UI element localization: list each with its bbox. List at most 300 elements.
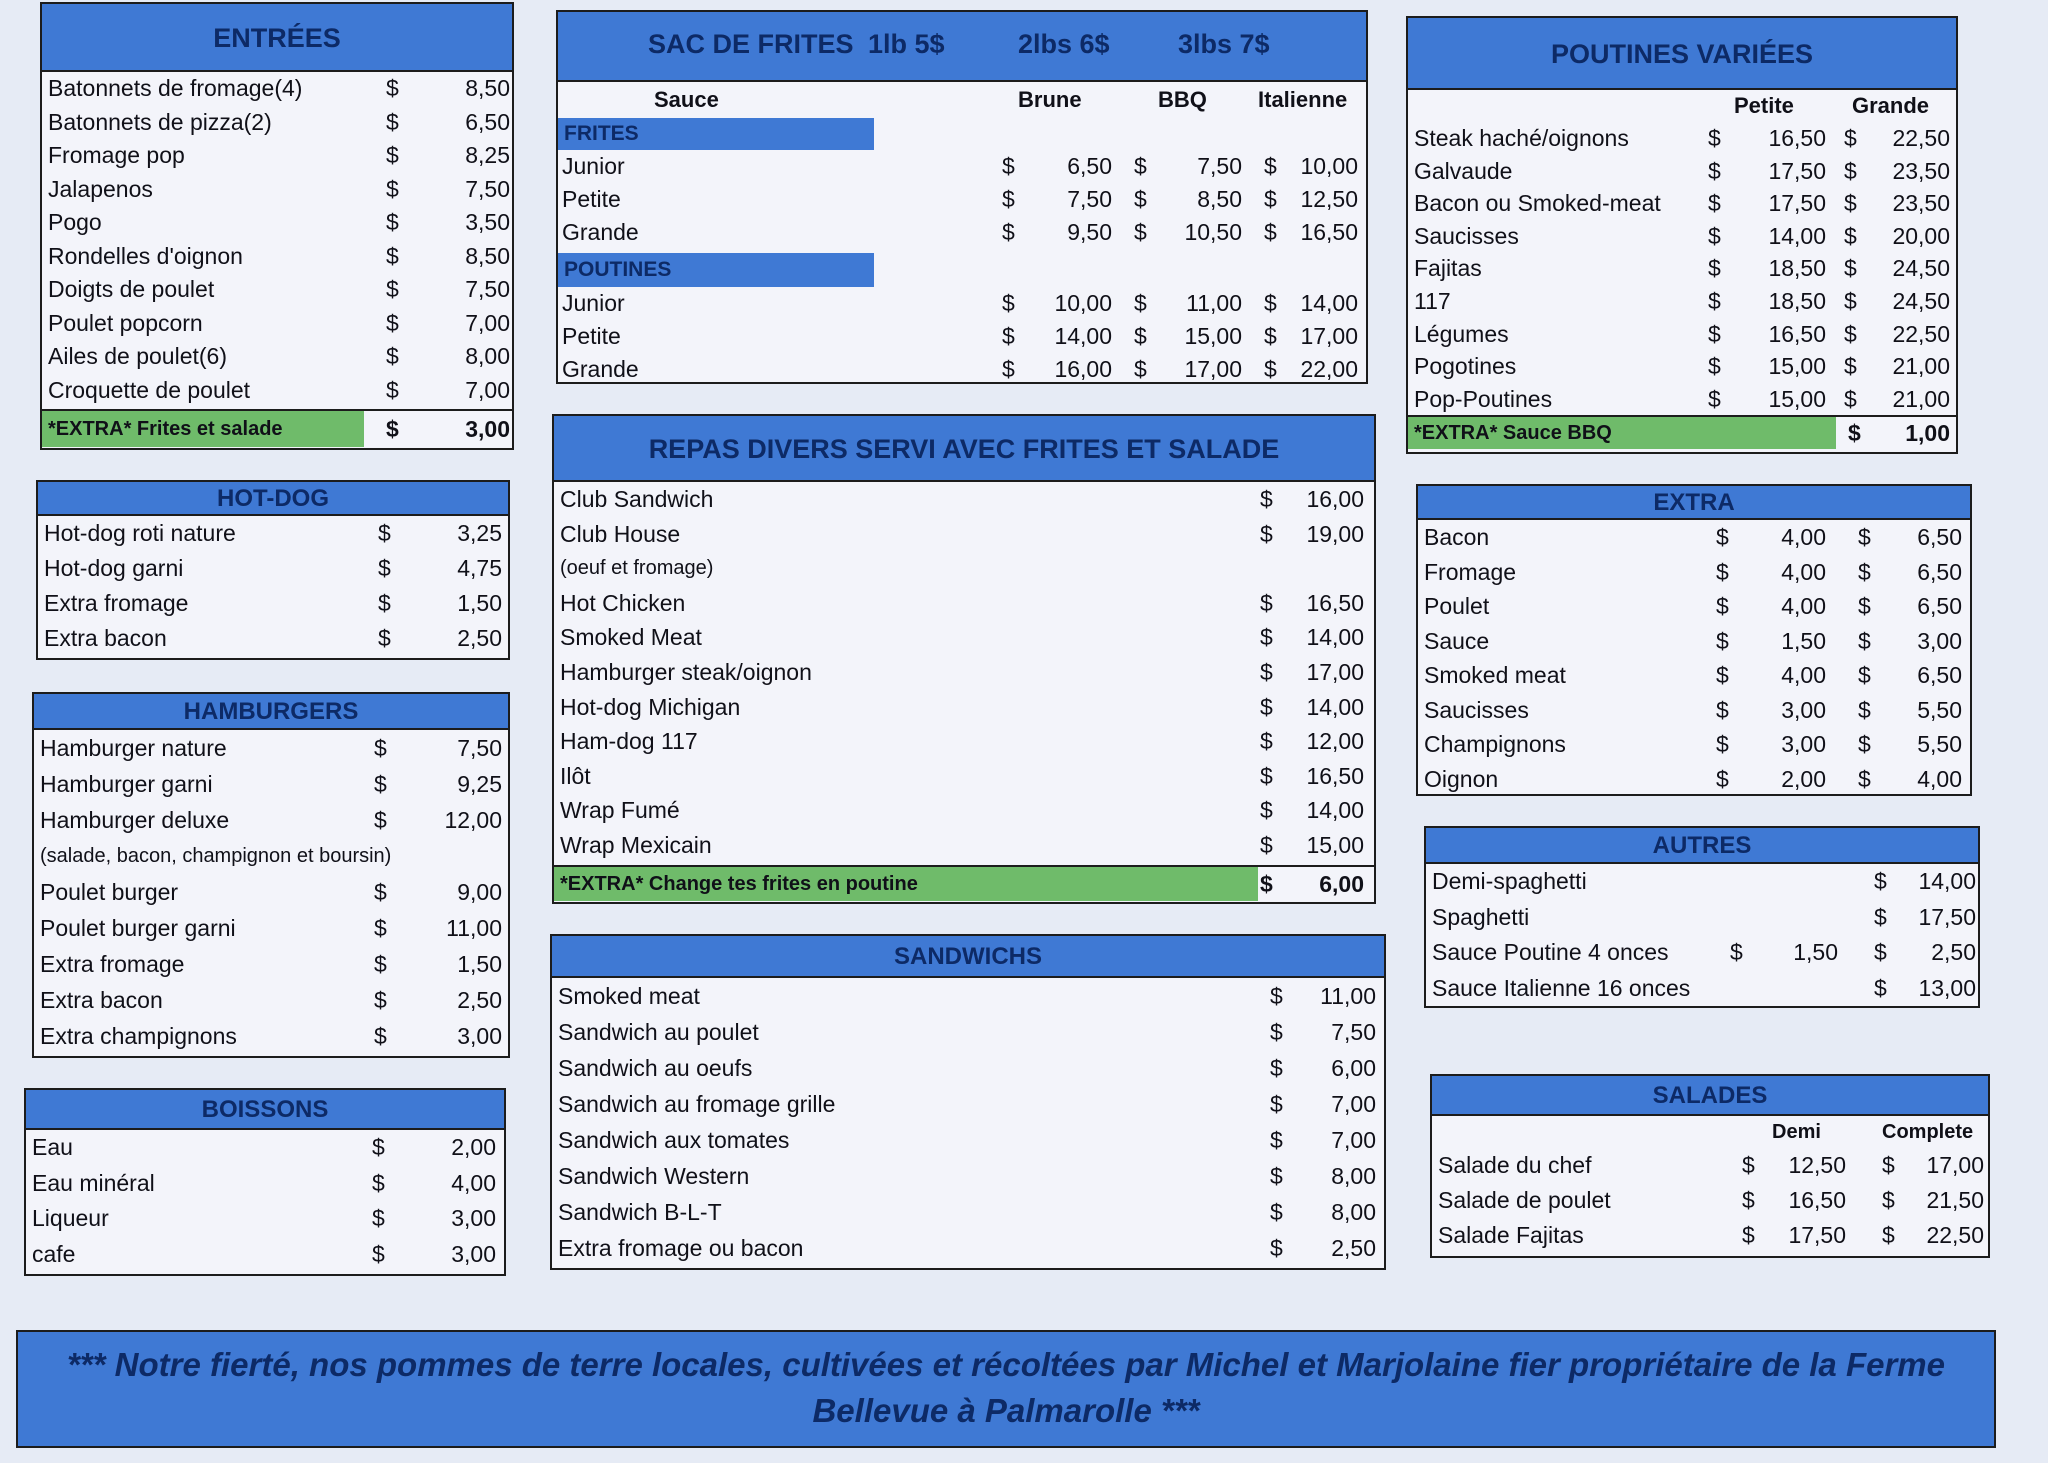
currency-symbol: $ — [1882, 1152, 1895, 1178]
currency-symbol: $ — [1716, 593, 1729, 619]
col-bbq: BBQ — [1158, 87, 1207, 112]
currency-symbol: $ — [1260, 797, 1273, 824]
item-name: Sauce Poutine 4 onces — [1432, 939, 1669, 965]
item-price: 19,00 — [1306, 520, 1364, 547]
price-small: 4,00 — [1781, 593, 1826, 619]
currency-symbol: $ — [1844, 320, 1857, 347]
menu-item-row — [554, 655, 1374, 690]
item-price: 16,50 — [1306, 762, 1364, 789]
price-italienne: 14,00 — [1300, 290, 1358, 316]
currency-symbol: $ — [386, 209, 399, 235]
item-name: Hamburger steak/oignon — [560, 658, 812, 685]
price-large: 23,50 — [1892, 190, 1950, 217]
price-large: 17,50 — [1918, 903, 1976, 930]
item-name: Liqueur — [32, 1205, 109, 1231]
item-name: Petite — [562, 323, 621, 349]
item-price: 16,00 — [1306, 486, 1364, 512]
menu-item-row — [26, 1201, 504, 1237]
menu-item-row — [38, 551, 508, 586]
currency-symbol: $ — [1874, 868, 1887, 894]
menu-item-row — [1426, 971, 1978, 1007]
item-price: 4,75 — [457, 555, 502, 581]
currency-symbol: $ — [1716, 662, 1729, 688]
sandwichs-title: SANDWICHS — [552, 936, 1384, 978]
menu-item-row — [42, 139, 512, 173]
extra-row — [1408, 415, 1956, 449]
entrees-list — [42, 72, 512, 447]
currency-symbol: $ — [372, 1134, 385, 1160]
item-name: Extra bacon — [40, 987, 163, 1013]
sandwichs-panel — [550, 934, 1386, 1270]
currency-symbol: $ — [386, 142, 399, 168]
boissons-panel — [24, 1088, 506, 1276]
price-small: 4,00 — [1781, 558, 1826, 585]
item-price: 2,50 — [1331, 1235, 1376, 1261]
currency-symbol: $ — [1260, 870, 1273, 897]
currency-symbol: $ — [1874, 903, 1887, 930]
currency-symbol: $ — [1844, 255, 1857, 282]
currency-symbol: $ — [1708, 255, 1721, 282]
menu-item-row — [1408, 285, 1956, 318]
item-name: Wrap Mexicain — [560, 831, 712, 858]
menu-item-row — [38, 586, 508, 621]
item-price: 3,25 — [457, 520, 502, 546]
currency-symbol: $ — [1708, 353, 1721, 380]
item-name: Club House — [560, 520, 681, 547]
item-name: Champignons — [1424, 731, 1566, 757]
item-price: 8,50 — [465, 242, 510, 269]
item-name: Spaghetti — [1432, 903, 1530, 930]
menu-item-row — [1418, 555, 1970, 590]
item-name: Batonnets de fromage(4) — [48, 75, 303, 101]
menu-item-row — [42, 240, 512, 274]
item-name: Junior — [562, 290, 625, 316]
price-bbq: 11,00 — [1186, 290, 1242, 316]
item-name: Fromage — [1424, 558, 1517, 585]
item-name: Smoked Meat — [560, 624, 702, 651]
currency-symbol: $ — [1844, 190, 1857, 217]
price-brune: 9,50 — [1067, 219, 1112, 245]
currency-symbol: $ — [1134, 153, 1147, 179]
item-name: Petite — [562, 186, 621, 212]
currency-symbol: $ — [1260, 658, 1273, 685]
price-small: 18,50 — [1768, 287, 1826, 314]
price-brune: 7,50 — [1067, 186, 1112, 212]
currency-symbol: $ — [1270, 1199, 1283, 1225]
price-small: 14,00 — [1768, 222, 1826, 249]
entrees-panel — [40, 2, 514, 450]
price-small: 17,50 — [1768, 157, 1826, 184]
menu-item-row — [1418, 520, 1970, 555]
item-price: 7,50 — [465, 276, 510, 302]
item-price: 6,00 — [1331, 1055, 1376, 1081]
menu-item-row — [42, 72, 512, 106]
menu-item-row — [1418, 762, 1970, 797]
menu-item-row — [1408, 318, 1956, 351]
menu-item-row — [1432, 1183, 1988, 1218]
price-large: 24,50 — [1892, 255, 1950, 282]
autres-title: AUTRES — [1426, 828, 1978, 864]
currency-symbol: $ — [1858, 627, 1871, 654]
currency-symbol: $ — [1708, 125, 1721, 151]
currency-symbol: $ — [1858, 731, 1871, 757]
price-large: 22,50 — [1926, 1222, 1984, 1248]
item-name: Poulet burger garni — [40, 915, 236, 941]
item-price: 11,00 — [446, 915, 502, 941]
currency-symbol: $ — [378, 520, 391, 546]
currency-symbol: $ — [372, 1205, 385, 1231]
item-name: Sandwich au fromage grille — [558, 1091, 836, 1117]
currency-symbol: $ — [1270, 1055, 1283, 1081]
item-price: 16,50 — [1306, 589, 1364, 616]
item-name: Saucisses — [1424, 696, 1529, 723]
salades-list — [1432, 1148, 1988, 1253]
item-price: 7,00 — [1331, 1091, 1376, 1117]
currency-symbol: $ — [372, 1169, 385, 1196]
item-name: Pogo — [48, 209, 102, 235]
item-name: Extra bacon — [44, 625, 167, 651]
price-large: 23,50 — [1892, 157, 1950, 184]
currency-symbol: $ — [1270, 1019, 1283, 1045]
item-price: 3,00 — [451, 1240, 496, 1267]
menu-item-row — [1408, 220, 1956, 253]
price-large: 20,00 — [1892, 222, 1950, 249]
menu-item-row — [34, 730, 508, 766]
menu-item-row — [554, 724, 1374, 759]
menu-item-row — [554, 551, 1374, 586]
currency-symbol: $ — [1844, 353, 1857, 380]
currency-symbol: $ — [1264, 153, 1277, 179]
currency-symbol: $ — [1002, 290, 1015, 316]
currency-symbol: $ — [1260, 624, 1273, 651]
menu-item-row — [1418, 658, 1970, 693]
currency-symbol: $ — [1134, 186, 1147, 212]
currency-symbol: $ — [1742, 1222, 1755, 1248]
frites-panel — [556, 10, 1368, 384]
item-price: 14,00 — [1306, 624, 1364, 651]
frites-title-1lb: 1lb 5$ — [868, 29, 945, 59]
price-large: 22,50 — [1892, 320, 1950, 347]
price-brune: 14,00 — [1054, 323, 1112, 349]
poutines-panel — [1406, 16, 1958, 454]
price-small: 17,50 — [1768, 190, 1826, 217]
item-price: 3,00 — [451, 1205, 496, 1231]
price-small: 12,50 — [1788, 1152, 1846, 1178]
item-price: 1,50 — [457, 951, 502, 977]
menu-item-row — [558, 216, 1366, 249]
sandwichs-list — [552, 978, 1384, 1266]
item-name: Sandwich au poulet — [558, 1019, 759, 1045]
currency-symbol: $ — [1260, 520, 1273, 547]
currency-symbol: $ — [1002, 153, 1015, 179]
col-complete: Complete — [1882, 1121, 1974, 1143]
currency-symbol: $ — [386, 416, 399, 442]
price-bbq: 8,50 — [1197, 186, 1242, 212]
item-name: Salade de poulet — [1438, 1187, 1611, 1213]
currency-symbol: $ — [1270, 1235, 1283, 1261]
item-name: Ham-dog 117 — [560, 728, 698, 755]
menu-item-row — [34, 910, 508, 946]
price-small: 16,50 — [1788, 1187, 1846, 1213]
item-name: Oignon — [1424, 765, 1499, 792]
menu-item-row — [26, 1130, 504, 1166]
price-large: 24,50 — [1892, 287, 1950, 314]
currency-symbol: $ — [1002, 323, 1015, 349]
menu-item-row — [552, 1086, 1384, 1122]
extra-row — [42, 409, 512, 447]
price-large: 5,50 — [1917, 731, 1962, 757]
repas-list — [554, 482, 1374, 901]
price-large: 21,00 — [1892, 353, 1950, 380]
item-name: Batonnets de pizza(2) — [48, 108, 272, 135]
footer-line-1: *** Notre fierté, nos pommes de terre locales, cultivées et récoltées par Michel et Marjolaine fier propriétaire de la Ferme — [66, 1346, 1946, 1383]
currency-symbol: $ — [372, 1240, 385, 1267]
currency-symbol: $ — [386, 376, 399, 403]
frites-title-main: SAC DE FRITES — [648, 29, 854, 59]
item-name: 117 — [1414, 287, 1451, 314]
currency-symbol: $ — [374, 879, 387, 905]
currency-symbol: $ — [1260, 693, 1273, 720]
item-price: 7,00 — [465, 309, 510, 336]
price-bbq: 17,00 — [1184, 356, 1242, 382]
menu-item-row — [552, 1230, 1384, 1266]
item-price: 14,00 — [1306, 797, 1364, 824]
menu-item-row — [1418, 589, 1970, 624]
menu-item-row — [34, 982, 508, 1018]
footer-banner — [16, 1330, 1996, 1448]
price-bbq: 7,50 — [1197, 153, 1242, 179]
currency-symbol: $ — [1716, 765, 1729, 792]
currency-symbol: $ — [1742, 1152, 1755, 1178]
extra-panel — [1416, 484, 1972, 796]
repas-title: REPAS DIVERS SERVI AVEC FRITES ET SALADE — [554, 416, 1374, 482]
currency-symbol: $ — [1708, 157, 1721, 184]
item-price: 3,00 — [457, 1023, 502, 1049]
price-small: 16,50 — [1768, 125, 1826, 151]
currency-symbol: $ — [1002, 186, 1015, 212]
poutines-subheader: POUTINES — [558, 253, 874, 287]
menu-item-row — [1408, 155, 1956, 188]
price-large: 13,00 — [1918, 974, 1976, 1001]
menu-item-row — [34, 838, 508, 874]
poutines-title: POUTINES VARIÉES — [1408, 18, 1956, 90]
menu-item-row — [1418, 727, 1970, 762]
item-price: 17,00 — [1306, 658, 1364, 685]
menu-item-row — [42, 374, 512, 408]
item-name: Salade Fajitas — [1438, 1222, 1584, 1248]
price-large: 21,00 — [1892, 385, 1950, 412]
item-name: Salade du chef — [1438, 1152, 1592, 1178]
item-name: Poulet — [1424, 593, 1490, 619]
item-name: Grande — [562, 356, 639, 382]
item-price: 6,50 — [465, 108, 510, 135]
item-price: 7,50 — [465, 175, 510, 202]
price-small: 18,50 — [1768, 255, 1826, 282]
currency-symbol: $ — [1260, 589, 1273, 616]
currency-symbol: $ — [374, 735, 387, 761]
menu-item-row — [1426, 900, 1978, 936]
price-small: 1,50 — [1781, 627, 1826, 654]
item-name: Ailes de poulet(6) — [48, 343, 227, 369]
item-name: Fajitas — [1414, 255, 1482, 282]
hamburgers-title: HAMBURGERS — [34, 694, 508, 730]
item-price: 12,00 — [444, 807, 502, 833]
item-name: Extra champignons — [40, 1023, 237, 1049]
currency-symbol: $ — [1858, 765, 1871, 792]
item-name: Bacon — [1424, 524, 1490, 550]
price-large: 6,50 — [1917, 662, 1962, 688]
menu-item-row — [552, 1158, 1384, 1194]
menu-item-row — [1426, 864, 1978, 900]
currency-symbol: $ — [1844, 222, 1857, 249]
currency-symbol: $ — [386, 309, 399, 336]
currency-symbol: $ — [374, 807, 387, 833]
item-name: Ilôt — [560, 762, 591, 789]
item-name: Sandwich au oeufs — [558, 1055, 753, 1081]
item-price: 14,00 — [1306, 693, 1364, 720]
extra-row — [554, 865, 1374, 901]
item-price: 8,00 — [465, 343, 510, 369]
frites-title-2lbs: 2lbs 6$ — [1018, 29, 1110, 59]
salades-panel — [1430, 1074, 1990, 1258]
menu-item-row — [558, 287, 1366, 320]
entrees-title: ENTRÉES — [42, 4, 512, 72]
price-brune: 10,00 — [1054, 290, 1112, 316]
currency-symbol: $ — [1264, 219, 1277, 245]
item-price: 15,00 — [1306, 831, 1364, 858]
item-price: 8,50 — [465, 75, 510, 101]
currency-symbol: $ — [1874, 939, 1887, 965]
menu-item-row — [42, 273, 512, 307]
menu-item-row — [558, 353, 1366, 386]
hotdog-list — [38, 516, 508, 656]
price-large: 21,50 — [1926, 1187, 1984, 1213]
item-name: cafe — [32, 1240, 76, 1267]
currency-symbol: $ — [1708, 222, 1721, 249]
currency-symbol: $ — [1134, 356, 1147, 382]
menu-item-row — [558, 183, 1366, 216]
currency-symbol: $ — [1858, 662, 1871, 688]
currency-symbol: $ — [1708, 190, 1721, 217]
currency-symbol: $ — [378, 555, 391, 581]
currency-symbol: $ — [1858, 593, 1871, 619]
currency-symbol: $ — [1270, 983, 1283, 1009]
currency-symbol: $ — [374, 771, 387, 797]
price-italienne: 16,50 — [1300, 219, 1358, 245]
item-name: Sauce — [1424, 627, 1490, 654]
price-brune: 16,00 — [1054, 356, 1112, 382]
item-name: Steak haché/oignons — [1414, 125, 1629, 151]
item-name: Fromage pop — [48, 142, 185, 168]
footer-line-2: Bellevue à Palmarolle *** — [812, 1392, 1200, 1429]
currency-symbol: $ — [1270, 1127, 1283, 1153]
extra-name: *EXTRA* Change tes frites en poutine — [560, 872, 918, 895]
item-price: 12,00 — [1306, 728, 1364, 755]
item-price: 2,00 — [451, 1134, 496, 1160]
currency-symbol: $ — [374, 987, 387, 1013]
price-large: 5,50 — [1917, 696, 1962, 723]
menu-item-row — [1418, 693, 1970, 728]
menu-item-row — [552, 1194, 1384, 1230]
frites-title-3lbs: 3lbs 7$ — [1178, 29, 1270, 59]
item-name: Club Sandwich — [560, 486, 714, 512]
item-price: 8,00 — [1331, 1163, 1376, 1189]
item-price: 7,50 — [457, 735, 502, 761]
item-name: Smoked meat — [1424, 662, 1566, 688]
menu-item-row — [554, 793, 1374, 828]
price-italienne: 17,00 — [1300, 323, 1358, 349]
item-name: Eau — [32, 1134, 73, 1160]
currency-symbol: $ — [378, 590, 391, 616]
currency-symbol: $ — [1716, 558, 1729, 585]
menu-item-row — [34, 766, 508, 802]
menu-item-row — [34, 802, 508, 838]
menu-item-row — [1408, 187, 1956, 220]
item-name: Hot-dog garni — [44, 555, 184, 581]
price-large: 6,50 — [1917, 593, 1962, 619]
hotdog-panel — [36, 480, 510, 660]
price-italienne: 22,00 — [1300, 356, 1358, 382]
currency-symbol: $ — [1844, 125, 1857, 151]
currency-symbol: $ — [1858, 558, 1871, 585]
menu-item-row — [554, 828, 1374, 863]
col-petite: Petite — [1734, 93, 1794, 118]
menu-item-row — [554, 482, 1374, 517]
currency-symbol: $ — [374, 915, 387, 941]
currency-symbol: $ — [1848, 420, 1861, 447]
currency-symbol: $ — [1708, 320, 1721, 347]
currency-symbol: $ — [386, 75, 399, 101]
menu-item-row — [554, 690, 1374, 725]
currency-symbol: $ — [1844, 385, 1857, 412]
menu-item-row — [26, 1237, 504, 1273]
currency-symbol: $ — [1264, 356, 1277, 382]
price-large: 6,50 — [1917, 558, 1962, 585]
extra-name: *EXTRA* Frites et salade — [48, 418, 283, 440]
menu-item-row — [552, 1050, 1384, 1086]
item-name: Hot-dog Michigan — [560, 693, 741, 720]
price-small: 2,00 — [1781, 765, 1826, 792]
price-bbq: 10,50 — [1184, 219, 1242, 245]
item-name: Hamburger nature — [40, 735, 227, 761]
currency-symbol: $ — [1716, 627, 1729, 654]
item-price: 2,50 — [457, 625, 502, 651]
item-price: 3,50 — [465, 209, 510, 235]
currency-symbol: $ — [386, 276, 399, 302]
extra-list — [1418, 520, 1970, 796]
menu-item-row — [552, 978, 1384, 1014]
price-small: 17,50 — [1788, 1222, 1846, 1248]
item-name: Hamburger garni — [40, 771, 213, 797]
currency-symbol: $ — [1716, 731, 1729, 757]
menu-item-row — [42, 206, 512, 240]
currency-symbol: $ — [1708, 385, 1721, 412]
item-name: Galvaude — [1414, 157, 1513, 184]
currency-symbol: $ — [1874, 974, 1887, 1001]
menu-item-row — [558, 320, 1366, 353]
item-name: Extra fromage ou bacon — [558, 1235, 804, 1261]
currency-symbol: $ — [1708, 287, 1721, 314]
item-name: Junior — [562, 153, 625, 179]
price-large: 14,00 — [1918, 868, 1976, 894]
poutines-column-headers — [1408, 90, 1956, 122]
currency-symbol: $ — [1260, 762, 1273, 789]
menu-item-row — [26, 1166, 504, 1202]
item-price: 1,50 — [457, 590, 502, 616]
item-name: Hamburger deluxe — [40, 807, 230, 833]
item-name: Demi-spaghetti — [1432, 868, 1587, 894]
item-name: Extra fromage — [44, 590, 189, 616]
